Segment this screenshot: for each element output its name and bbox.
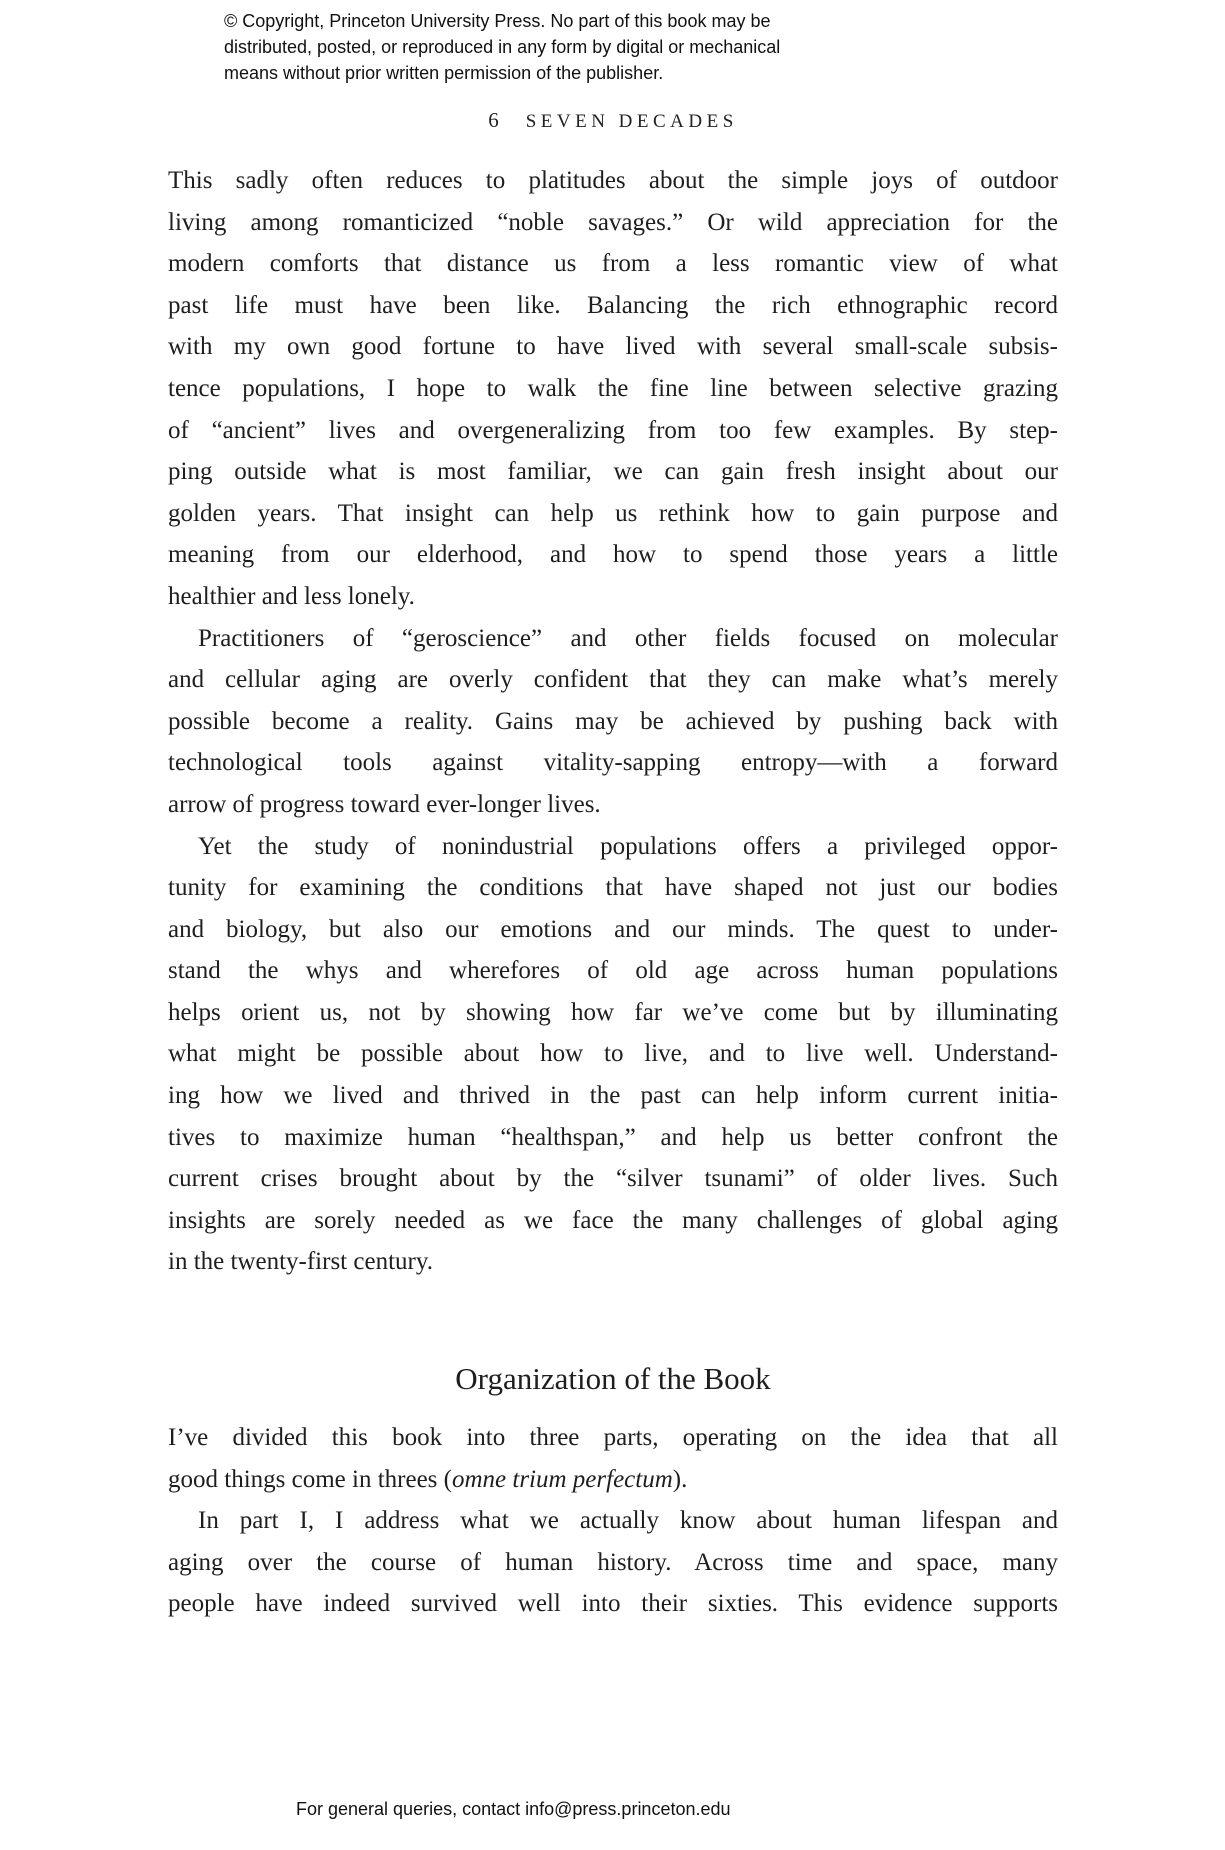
text-line: tence populations, I hope to walk the fine line between selective grazing [168, 374, 1058, 402]
text-line [168, 1459, 1058, 1501]
copyright-line: means without prior written permission of the publisher. [224, 63, 664, 83]
running-head [168, 108, 1058, 133]
body-text [168, 160, 1058, 1625]
chapter-title: SEVEN DECADES [525, 111, 738, 132]
text-segment: ). [672, 1465, 688, 1493]
text-line: possible become a reality. Gains may be achieved by pushing back with [168, 707, 1058, 735]
paragraph [168, 826, 1058, 1284]
text-line: with my own good fortune to have lived with several small-scale subsis- [168, 333, 1058, 361]
queries-footer: For general queries, contact info@press.princeton.edu [296, 1799, 731, 1819]
text-line: technological tools against vitality-sapping entropy—with a forward [168, 749, 1058, 777]
text-line: ping outside what is most familiar, we can gain fresh insight about our [168, 458, 1058, 486]
text-line: stand the whys and wherefores of old age across human populations [168, 957, 1058, 985]
text-line: past life must have been like. Balancing the rich ethnographic record [168, 291, 1058, 319]
text-line: and biology, but also our emotions and our minds. The quest to under- [168, 915, 1058, 943]
paragraph [168, 1417, 1058, 1500]
text-line: current crises brought about by the “silver tsunami” of older lives. Such [168, 1165, 1058, 1193]
text-line: people have indeed survived well into their sixties. This evidence supports [168, 1590, 1058, 1618]
text-line: healthier and less lonely. [168, 582, 415, 610]
text-line: In part I, I address what we actually know about human lifespan and [198, 1507, 1058, 1535]
text-line: and cellular aging are overly confident that they can make what’s merely [168, 666, 1058, 694]
paragraph [168, 160, 1058, 618]
section-heading: Organization of the Book [455, 1361, 771, 1397]
text-line: golden years. That insight can help us rethink how to gain purpose and [168, 499, 1058, 527]
text-line: of “ancient” lives and overgeneralizing from too few examples. By step- [168, 416, 1058, 444]
paragraphs-after-heading [168, 1417, 1058, 1625]
text-line: This sadly often reduces to platitudes about the simple joys of outdoor [168, 167, 1058, 194]
text-line: ing how we lived and thrived in the past can help inform current initia- [168, 1082, 1058, 1110]
text-line: in the twenty-first century. [168, 1248, 433, 1276]
text-line: I’ve divided this book into three parts, operating on the idea that all [168, 1424, 1058, 1452]
copyright-line: distributed, posted, or reproduced in any form by digital or mechanical [224, 37, 781, 57]
paragraph [168, 1500, 1058, 1625]
text-segment: good things come in threes ( [168, 1465, 452, 1493]
text-line: aging over the course of human history. Across time and space, many [168, 1548, 1058, 1576]
copyright-notice [224, 8, 864, 86]
page-number: 6 [488, 108, 500, 132]
text-line: tives to maximize human “healthspan,” and help us better confront the [168, 1123, 1058, 1151]
text-line: meaning from our elderhood, and how to spend those years a little [168, 541, 1058, 569]
paragraphs-before-heading [168, 160, 1058, 1283]
text-line: insights are sorely needed as we face the many challenges of global aging [168, 1206, 1058, 1234]
copyright-line: © Copyright, Princeton University Press. No part of this book may be [224, 11, 771, 31]
text-line: modern comforts that distance us from a less romantic view of what [168, 250, 1058, 278]
text-line: Yet the study of nonindustrial populations offers a privileged oppor- [198, 832, 1058, 860]
paragraph [168, 618, 1058, 826]
text-line: living among romanticized “noble savages.” Or wild appreciation for the [168, 208, 1058, 236]
text-line: tunity for examining the conditions that have shaped not just our bodies [168, 874, 1058, 902]
text-line: Practitioners of “geroscience” and other fields focused on molecular [198, 624, 1058, 652]
text-line: helps orient us, not by showing how far we’ve come but by illuminating [168, 998, 1058, 1026]
latin-phrase-italic: omne trium perfectum [451, 1465, 673, 1493]
text-line: what might be possible about how to live, and to live well. Understand- [168, 1040, 1058, 1068]
text-line: arrow of progress toward ever-longer lives. [168, 790, 601, 818]
